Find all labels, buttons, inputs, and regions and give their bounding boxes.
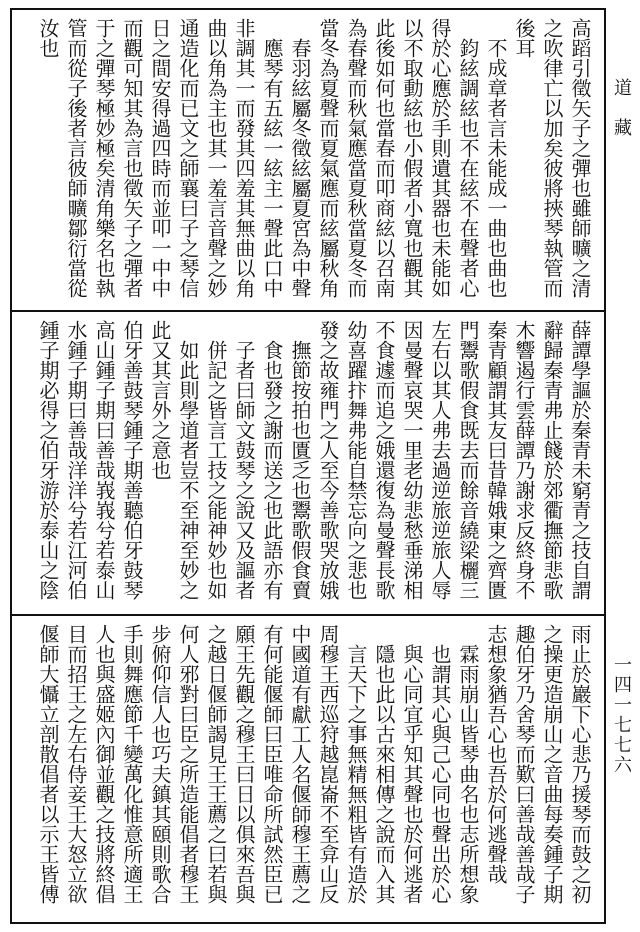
text-column: 日之間安得過四時而並叩一中中: [148, 18, 172, 298]
collection-title: 道藏: [611, 78, 632, 158]
text-column: 門鬻歌假食既去而餘音繞梁欐三: [456, 320, 480, 600]
page-frame: [10, 8, 606, 924]
text-column: 應琴有五絃一絃主一聲此口中: [260, 38, 284, 298]
text-column: 伯牙善鼓琴鍾子期善聽伯牙鼓琴: [120, 320, 144, 600]
text-column: 周穆王西巡狩越崑崙不至弇山反: [316, 624, 340, 904]
text-column: 有何能偃師曰臣唯命所試然臣已: [260, 624, 284, 904]
text-column: 此又其言外之意也: [148, 320, 172, 480]
text-column: 薛譚學謳於秦青未窮青之技自謂: [568, 320, 592, 600]
text-column: 管而從子後者言彼師曠鄒衍當從: [64, 18, 88, 298]
text-column: 霖雨崩山皆琴曲名也志所想象: [456, 644, 480, 904]
text-column: 當冬為夏聲而夏氣應而絃屬秋角: [316, 18, 340, 298]
text-column: 得於心應於手則遺其器也未能如: [428, 18, 452, 298]
text-column: 之越日偃師謁見王王薦之曰若與: [204, 624, 228, 904]
column-group: [22, 18, 594, 302]
text-column: 辭歸秦青弗止餞於郊衢撫節悲歌: [540, 320, 564, 600]
text-column: 手則舞應節千變萬化惟意所適王: [120, 624, 144, 904]
text-column: 春羽絃屬冬徵絃屬夏宮為中聲: [288, 38, 312, 298]
text-column: 後耳: [512, 18, 536, 58]
text-column: 不食遽而追之娥還復為曼聲長歌: [372, 320, 396, 600]
text-band-1: [12, 10, 604, 312]
text-column: 之操更造崩山之音曲每奏鍾子期: [540, 624, 564, 904]
text-column: 隱也此以古來相傳之說而入其: [372, 644, 396, 904]
text-column: 高蹈引徵矢子之彈也雖師曠之清: [568, 18, 592, 298]
column-group: [22, 624, 594, 914]
text-column: 如此則學道者豈不至神至妙之: [176, 340, 200, 600]
text-column: 為春聲而秋氣應當夏秋當夏冬而: [344, 18, 368, 298]
text-column: 之吹律亡以加矣彼將挾琴執管而: [540, 18, 564, 298]
text-column: 通造化而已文之師襄曰子之琴信: [176, 18, 200, 298]
text-band-3: [12, 616, 604, 922]
text-column: 因曼聲哀哭一里老幼悲愁垂涕相: [400, 320, 424, 600]
text-column: 言天下之事無精無粗皆有造於: [344, 644, 368, 904]
text-column: 撫節按拍也匱乏也鬻歌假食賣: [288, 340, 312, 600]
text-column: 水鍾子期曰善哉洋洋兮若江河伯: [64, 320, 88, 600]
text-band-2: [12, 312, 604, 616]
text-column: 與心同宜乎知其聲也於何逃者: [400, 644, 424, 904]
text-column: 目而招王之左右侍妾王大怒立欲: [64, 624, 88, 904]
text-column: 幼喜躍抃舞弗能自禁忘向之悲也: [344, 320, 368, 600]
text-column: 也謂其心與己心同也聲出於心: [428, 644, 452, 904]
text-column: 鈞絃調絃也不在絃不在聲者心: [456, 38, 480, 298]
text-column: 中國道有獻工人名偃師穆王薦之: [288, 624, 312, 904]
text-column: 非調其一而發其四羞其無曲以角: [232, 18, 256, 298]
text-column: 步俯仰信人也巧夫鎮其頤則歌合: [148, 624, 172, 904]
text-column: 偃師大懾立剖散倡者以示王皆傅: [36, 624, 60, 904]
text-column: 曲以角為主也其一羞言音聲之妙: [204, 18, 228, 298]
text-column: 趣伯牙乃舍琴而歎曰善哉善哉子: [512, 624, 536, 904]
text-column: 左右以其人弗去過逆旅逆旅人辱: [428, 320, 452, 600]
text-column: 汝也: [36, 18, 60, 58]
text-column: 雨止於巖下心悲乃援琴而鼓之初: [568, 624, 592, 904]
text-column: 願王先觀之穆王曰日以俱來吾與: [232, 624, 256, 904]
text-column: 高山鍾子期曰善哉峩峩兮若泰山: [92, 320, 116, 600]
text-column: 志想象猶吾心也吾於何逃聲哉: [484, 624, 508, 884]
text-column: 發之故雍門之人至今善歌哭放娥: [316, 320, 340, 600]
text-column: 食也發之謝而送之也此語亦有: [260, 340, 284, 600]
text-column: 以不取動絃也小假者小寬也觀其: [400, 18, 424, 298]
column-group: [22, 320, 594, 606]
text-column: 子者曰師文鼓琴之說又及謳者: [232, 340, 256, 600]
text-column: 人也與盛姬內御並觀之技將終倡: [92, 624, 116, 904]
text-column: 秦青顧謂其友曰昔韓娥東之齊匱: [484, 320, 508, 600]
text-column: 于之彈琴極妙極矣清角樂名也執: [92, 18, 116, 298]
text-column: 併記之皆言工技之能神妙也如: [204, 340, 228, 600]
text-column: 木響遏行雲薛譚乃謝求反終身不: [512, 320, 536, 600]
text-column: 鍾子期必得之伯牙游於泰山之陰: [36, 320, 60, 600]
text-column: 不成章者言未能成一曲也曲也: [484, 38, 508, 298]
text-column: 而觀可知其為言也徵矢子之彈者: [120, 18, 144, 298]
text-column: 此後如何也當春而叩商絃以召南: [372, 18, 396, 298]
page-number: 一四一七七六: [611, 655, 632, 775]
text-column: 何人邪對曰臣之所造能倡者穆王: [176, 624, 200, 904]
